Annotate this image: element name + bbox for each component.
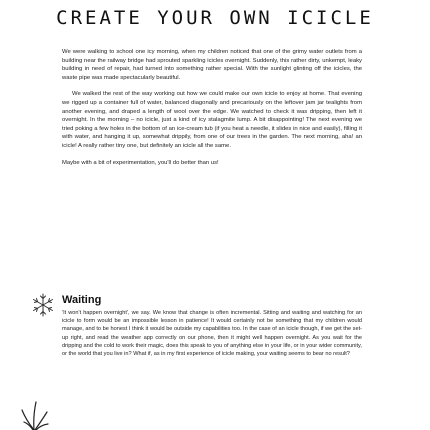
grass-sprig-icon (14, 400, 54, 430)
article-paragraph: We were walking to school one icy morning, when my children noticed that one of the grimy water outlets from a building near the railway bridge had sprouted sparkling icicles overnight. Suddenly, this rather dirty, unkempt, leaky building in need of repair, had turned into something rather special. With the sunlight glinting off the icicles, the waste pipe was made spectacularly beautiful. (62, 49, 362, 81)
section-paragraph: 'It won't happen overnight', we say. We know that change is often incremental. Sitting and waiting and watching for an icicle to form would be an impossible lesson in patience! It would certainly not be something that my children would manage, and to be honest I think it would be outside my capabilities too. In the case of an icicle though, if we get the set-up right, and read the weather app correctly on our phone, then it might well happen overnight. As you wait for the dripping and the cold to work their magic, does this speak to you of anything else in your life, or in your wider community, or the world that you live in? What if, as in my first experience of icicle making, your waiting seems to bear no result? (62, 310, 362, 358)
snowflake-icon (30, 292, 56, 318)
section-body (62, 309, 362, 358)
page-title: CREATE YOUR OWN ICICLE (56, 7, 374, 29)
article-body (62, 48, 362, 175)
article-paragraph: Maybe with a bit of experimentation, you'll do better than us! (62, 159, 219, 166)
section-heading: Waiting (62, 294, 102, 306)
article-paragraph: We walked the rest of the way working out how we could make our own icicle to enjoy at home. That evening we rigged up a container full of water, balanced diagonally and precariously on the leftover jam jar tealights from another evening, and draped a length of wool over the edge. We watched to check it was dripping, then left it overnight. In the morning – no icicle, just a kind of icy stalagmite lump. A bit disappointing! The next evening we tried poking a few holes in the bottom of an ice-cream tub (if you heat a needle, it slides in nice and easily), filling it with water, and hanging it up, somewhat drippily, from one of our trees in the garden. The next morning, aha! an icicle! A really rather tiny one, but definitely an icicle all the same. (62, 91, 362, 149)
